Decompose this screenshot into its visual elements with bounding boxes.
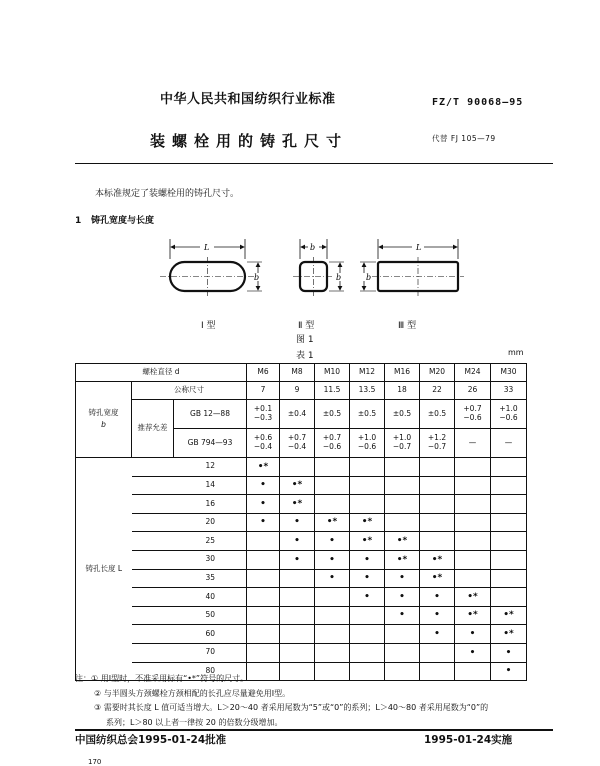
length-mark: [280, 588, 315, 607]
length-mark: [350, 625, 385, 644]
length-left-spacer: [132, 532, 174, 551]
gb794-tolerance: +0.6 −0.4: [247, 429, 280, 458]
gb794-label: GB 794—93: [174, 429, 247, 458]
replaces-standard: 代替 FJ 105—79: [432, 134, 496, 143]
type-1-dim-b: b: [254, 273, 260, 282]
gb794-tolerance: —: [491, 429, 527, 458]
length-mark: •*: [280, 495, 315, 514]
length-mark: •*: [455, 606, 491, 625]
nominal-size-label: 公称尺寸: [132, 382, 247, 400]
length-mark: •: [350, 550, 385, 569]
length-mark: [455, 550, 491, 569]
length-mark: •: [385, 588, 420, 607]
cast-hole-figure: [150, 235, 470, 315]
length-row-label: 铸孔长度 L: [76, 458, 132, 681]
length-mark: •*: [491, 625, 527, 644]
gb794-tolerance: —: [455, 429, 491, 458]
width-symbol: b: [101, 420, 106, 429]
page-number: 170: [88, 758, 102, 766]
note-2: ② 与半圆头方颈螺栓方颈相配的长孔应尽量避免用Ⅰ型。: [94, 688, 291, 698]
length-mark: [247, 606, 280, 625]
nominal-size-value: 26: [455, 382, 491, 400]
length-mark: •*: [350, 532, 385, 551]
length-mark: •*: [315, 513, 350, 532]
length-mark: [420, 513, 455, 532]
length-left-spacer: [132, 606, 174, 625]
length-mark: •*: [385, 550, 420, 569]
width-row-label: [76, 382, 132, 458]
table-label: 表 1: [296, 351, 314, 361]
standard-number: FZ/T 90068—95: [432, 97, 524, 108]
length-mark: [385, 476, 420, 495]
length-mark: [315, 625, 350, 644]
length-mark: •: [420, 625, 455, 644]
length-mark: •: [455, 625, 491, 644]
length-mark: [385, 495, 420, 514]
length-mark: [385, 625, 420, 644]
length-mark: [350, 458, 385, 477]
col-header-size: M20: [420, 364, 455, 382]
figure-label: 图 1: [296, 335, 314, 345]
length-mark: •*: [420, 550, 455, 569]
gb12-tolerance: ±0.4: [280, 400, 315, 429]
gb12-tolerance: ±0.5: [315, 400, 350, 429]
gb12-tolerance: +0.7 −0.6: [455, 400, 491, 429]
nominal-size-value: 33: [491, 382, 527, 400]
col-header-size: M8: [280, 364, 315, 382]
gb12-tolerance: ±0.5: [385, 400, 420, 429]
col-header-size: M16: [385, 364, 420, 382]
header-rule: [75, 163, 553, 164]
length-mark: •: [491, 662, 527, 681]
type-3-dim-L: L: [416, 243, 422, 252]
length-mark: •: [280, 532, 315, 551]
length-mark: [350, 495, 385, 514]
length-value: 60: [174, 625, 247, 644]
length-left-spacer: [132, 495, 174, 514]
length-value: 80: [174, 662, 247, 681]
length-mark: •*: [491, 606, 527, 625]
type-3-slot: [360, 239, 464, 297]
type-2-slot: [293, 239, 344, 297]
length-mark: [315, 476, 350, 495]
length-mark: •*: [350, 513, 385, 532]
length-left-spacer: [132, 476, 174, 495]
length-mark: •: [315, 532, 350, 551]
length-mark: •: [247, 513, 280, 532]
length-value: 70: [174, 643, 247, 662]
length-value: 20: [174, 513, 247, 532]
footer-rule: [75, 729, 553, 731]
length-left-spacer: [132, 625, 174, 644]
table-unit: mm: [508, 348, 524, 357]
length-mark: [491, 550, 527, 569]
length-mark: •: [385, 606, 420, 625]
length-mark: •: [315, 550, 350, 569]
type-1-dim-L: L: [204, 243, 210, 252]
length-value: 30: [174, 550, 247, 569]
issuing-body-title: 中华人民共和国纺织行业标准: [160, 92, 336, 107]
length-mark: •*: [280, 476, 315, 495]
length-mark: [491, 513, 527, 532]
length-mark: [315, 495, 350, 514]
gb12-tolerance: +0.1 −0.3: [247, 400, 280, 429]
implementation-date: 1995-01-24实施: [424, 734, 513, 746]
length-mark: •: [491, 643, 527, 662]
length-mark: [280, 643, 315, 662]
tolerance-label: 推荐允差: [132, 400, 174, 458]
length-mark: [455, 569, 491, 588]
length-mark: •: [247, 495, 280, 514]
col-header-size: M12: [350, 364, 385, 382]
length-mark: [315, 643, 350, 662]
length-mark: [350, 606, 385, 625]
gb12-tolerance: +1.0 −0.6: [491, 400, 527, 429]
type-1-slot: [160, 239, 262, 297]
type-2-dim-b-top: b: [310, 243, 316, 252]
gb794-tolerance: +0.7 −0.6: [315, 429, 350, 458]
nominal-size-value: 9: [280, 382, 315, 400]
length-mark: [420, 476, 455, 495]
gb12-tolerance: ±0.5: [420, 400, 455, 429]
length-value: 50: [174, 606, 247, 625]
length-value: 25: [174, 532, 247, 551]
col-header-size: M30: [491, 364, 527, 382]
gb794-tolerance: +1.0 −0.7: [385, 429, 420, 458]
length-mark: [247, 569, 280, 588]
length-mark: [491, 476, 527, 495]
gb794-tolerance: +1.0 −0.6: [350, 429, 385, 458]
length-mark: [491, 588, 527, 607]
scope-paragraph: 本标准规定了装螺栓用的铸孔尺寸。: [95, 189, 240, 199]
length-mark: [315, 458, 350, 477]
length-mark: [280, 458, 315, 477]
length-mark: [315, 588, 350, 607]
length-mark: •: [280, 550, 315, 569]
length-mark: [247, 532, 280, 551]
length-mark: [247, 643, 280, 662]
length-mark: •: [420, 588, 455, 607]
length-value: 35: [174, 569, 247, 588]
note-3-cont: 系列；L＞80 以上者一律按 20 的倍数分级增加。: [106, 717, 283, 727]
note-1: 注：① 用Ⅰ型时，不准采用标有“•*”符号的尺寸。: [75, 674, 249, 683]
nominal-size-value: 11.5: [315, 382, 350, 400]
length-mark: •: [350, 588, 385, 607]
length-mark: [455, 495, 491, 514]
gb794-tolerance: +0.7 −0.4: [280, 429, 315, 458]
length-mark: [491, 569, 527, 588]
length-mark: •: [385, 569, 420, 588]
document-title: 装螺栓用的铸孔尺寸: [150, 132, 349, 150]
length-mark: [247, 625, 280, 644]
length-mark: •: [280, 513, 315, 532]
approval-line: 中国纺织总会1995-01-24批准: [75, 734, 227, 746]
length-mark: •*: [247, 458, 280, 477]
col-header-bolt-diameter: 螺栓直径 d: [76, 364, 247, 382]
length-mark: [491, 532, 527, 551]
length-mark: [455, 513, 491, 532]
length-mark: [385, 458, 420, 477]
length-mark: [350, 476, 385, 495]
length-mark: •: [247, 476, 280, 495]
length-mark: •: [420, 606, 455, 625]
length-mark: [385, 643, 420, 662]
col-header-size: M24: [455, 364, 491, 382]
length-mark: [280, 625, 315, 644]
length-left-spacer: [132, 588, 174, 607]
length-value: 12: [174, 458, 247, 477]
length-mark: •: [315, 569, 350, 588]
length-mark: •: [455, 643, 491, 662]
length-mark: [455, 476, 491, 495]
nominal-size-value: 7: [247, 382, 280, 400]
section-number: 1: [75, 216, 82, 226]
length-left-spacer: [132, 513, 174, 532]
type-3-dim-b: b: [366, 273, 372, 282]
type-3-caption: Ⅲ 型: [398, 321, 417, 331]
length-mark: •: [350, 569, 385, 588]
length-left-spacer: [132, 550, 174, 569]
col-header-size: M6: [247, 364, 280, 382]
length-mark: [420, 458, 455, 477]
length-left-spacer: [132, 569, 174, 588]
gb12-label: GB 12—88: [174, 400, 247, 429]
section-title: 铸孔宽度与长度: [91, 216, 155, 226]
nominal-size-value: 18: [385, 382, 420, 400]
length-left-spacer: [132, 643, 174, 662]
note-3: ③ 需要时其长度 L 值可适当增大。L＞20～40 者采用尾数为“5”或“0”的系列；L＞40～80 者采用尾数为“0”的: [94, 703, 489, 712]
length-mark: [420, 495, 455, 514]
length-mark: [315, 606, 350, 625]
gb12-tolerance: ±0.5: [350, 400, 385, 429]
length-value: 16: [174, 495, 247, 514]
type-1-caption: Ⅰ 型: [201, 321, 216, 331]
length-mark: [280, 606, 315, 625]
length-mark: [455, 458, 491, 477]
length-left-spacer: [132, 458, 174, 477]
type-2-caption: Ⅱ 型: [298, 321, 315, 331]
nominal-size-value: 13.5: [350, 382, 385, 400]
length-mark: [455, 532, 491, 551]
length-mark: •*: [455, 588, 491, 607]
length-mark: •*: [385, 532, 420, 551]
length-mark: •*: [420, 569, 455, 588]
section-heading: [75, 213, 154, 226]
length-mark: [280, 569, 315, 588]
width-label-text: 铸孔宽度: [88, 408, 119, 418]
length-mark: [385, 513, 420, 532]
length-value: 40: [174, 588, 247, 607]
length-value: 14: [174, 476, 247, 495]
col-header-size: M10: [315, 364, 350, 382]
type-2-dim-b-side: b: [336, 273, 342, 282]
length-mark: [420, 643, 455, 662]
cast-hole-table: [75, 363, 527, 681]
length-mark: [350, 643, 385, 662]
table-notes: [75, 672, 488, 730]
length-mark: [491, 458, 527, 477]
nominal-size-value: 22: [420, 382, 455, 400]
length-mark: [491, 495, 527, 514]
length-mark: [420, 532, 455, 551]
gb794-tolerance: +1.2 −0.7: [420, 429, 455, 458]
length-mark: [247, 550, 280, 569]
length-mark: [247, 588, 280, 607]
